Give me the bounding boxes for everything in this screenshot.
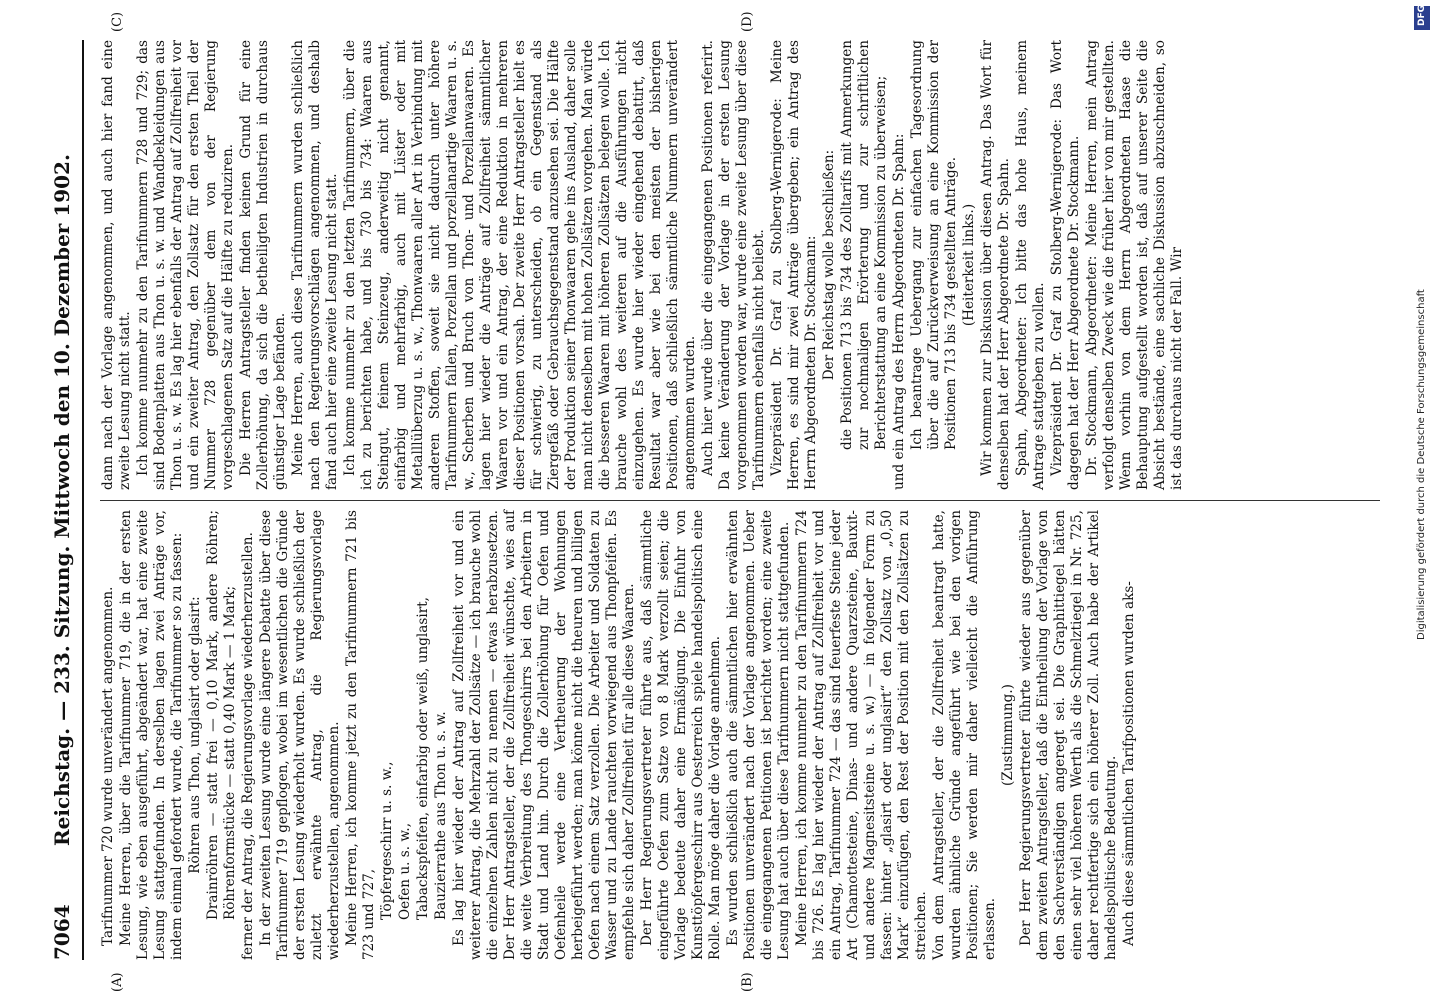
- paragraph: Der Herr Regierungsvertreter führte wieder aus gegenüber dem zweiten Antragsteller, daß die Eintheilung der Vorlage von den Sachverständigen angeregt sei. Die Graphittiegel hätten einen sehr viel höheren Werth als die Schmelztiegel in Nr. 725, daher rechtfertige sich ein höherer Zoll. Auch habe der Artikel handelspolitische Bedeutung.: [1018, 510, 1119, 960]
- paragraph: Bauzierrathe aus Thon u. s. w.: [433, 711, 449, 920]
- paragraph: Meine Herren, über die Tarifnummer 719, die in der ersten Lesung, wie eben ausgeführt, abgeändert war, hat eine zweite Lesung stattgefunden. In derselben lagen zwei Anträge vor, indem einmal gefordert wurde, die Tarifnummer so zu fassen:: [118, 510, 185, 960]
- paragraph: Tarifnummer 720 wurde unverändert angenommen.: [100, 586, 116, 946]
- paragraph: Von dem Antragsteller, der die Zollfreiheit beantragt hatte, wurden ähnliche Gründe angeführt wie bei den vorigen Positionen; Sie werden mir daher vielleicht die Anführung erlassen.: [931, 510, 998, 960]
- paragraph: Der Herr Regierungsvertreter führte aus, daß sämmtliche eingeführte Oefen zum Satze von 8 Mark verzollt seien; die Vorlage bedeute daher eine Ermäßigung. Die Einfuhr von Kunsttöpfergeschirr aus Oesterreich spiele handelspolitisch eine Rolle. Man möge daher die Vorlage annehmen.: [639, 510, 723, 960]
- text-column-left: [100, 510, 1139, 960]
- page-title: Reichstag. — 233. Sitzung. Mittwoch den 10. Dezember 1902.: [50, 154, 74, 846]
- paragraph: Ich komme nunmehr zu den Tarifnummern 728 und 729; das sind Bodenplatten aus Thon u. s. w. und Wandbekleidungen aus Thon u. s. w. Es lag hier ebenfalls der Antrag auf Zollfreiheit vor und ein zweiter Antrag, den Zollsatz für den ersten Theil der Nummer 728 gegenüber dem von der Regierung vorgeschlagenen Satz auf die Hälfte zu reduziren.: [135, 40, 236, 490]
- paragraph: Auch hier wurde über die eingegangenen Positionen referirt. Da keine Veränderung der Vorlage in der ersten Lesung vorgenommen worden war, wurde eine zweite Lesung über diese Tarifnummern ebenfalls nicht beliebt.: [700, 40, 767, 490]
- page-number: 7064: [50, 904, 74, 960]
- paragraph: Spahn, Abgeordneter: Ich bitte das hohe Haus, meinem Antrage stattgeben zu wollen.: [1014, 40, 1047, 490]
- paragraph: die Positionen 713 bis 734 des Zolltarifs mit Anmerkungen zur nochmaligen Erörterung und zur schriftlichen Berichterstattung an eine Kommission zu überweisen;: [839, 40, 889, 450]
- paragraph: und ein Antrag des Herrn Abgeordneten Dr. Spahn:: [891, 133, 907, 490]
- paragraph: Tabackspfeifen, einfarbig oder weiß, unglasirt,: [415, 597, 431, 920]
- paragraph: Töpfergeschirr u. s. w.,: [379, 761, 395, 920]
- paragraph: ferner der Antrag, die Regierungsvorlage wiederherzustellen.: [240, 532, 256, 960]
- paragraph: Vizepräsident Dr. Graf zu Stolberg-Wernigerode: Meine Herren, es sind mir zwei Anträge übergeben; ein Antrag des Herrn Abgeordneten Dr. Stockmann:: [769, 40, 819, 490]
- paragraph: Die Herren Antragsteller finden keinen Grund für eine Zollerhöhung, da sich die betheiligten Industrien in durchaus günstiger Lage befänden.: [238, 40, 288, 490]
- paragraph: Dr. Stockmann, Abgeordneter: Meine Herren, mein Antrag verfolgt denselben Zweck wie die früher hier von mir gestellten. Wenn vorhin von dem Herrn Abgeordneten Haase die Behauptung aufgestellt worden ist, daß auf unserer Seite die Absicht bestände, eine sachliche Diskussion abzuschneiden, so ist das durchaus nicht der Fall. Wir: [1084, 40, 1185, 490]
- funding-credit: Digitalisierung gefördert durch die Deutsche Forschungsgemeinschaft: [1416, 289, 1427, 640]
- paragraph: (Zustimmung.): [1000, 684, 1016, 786]
- digitization-sidebar: [1412, 0, 1434, 1000]
- paragraph: Ich komme nunmehr zu den letzten Tarifnummern, über die ich zu berichten habe, und bis 730 bis 734: Waaren aus Steingut, feinem Steinzeug, anderweitig nicht genannt, einfarbig und mehrfarbig, auch mit Lüster oder mit Metalllüberzug u. s. w., Thonwaaren aller Art in Verbindung mit anderen Stoffen, soweit sie nicht dadurch unter höhere Tarifnummern fallen, Porzellan und porzellanartige Waaren u. s. w., Scherben und Bruch von Thon- und Porzellanwaaren. Es lagen hier wieder die Anträge auf Zollfreiheit sämmtlicher Waaren vor und ein Antrag, der eine Reduktion in mehreren dieser Positionen vorsah. Der zweite Herr Antragsteller hielt es für schwierig, zu unterscheiden, ob ein Gegenstand als Ziergefäß oder Gebrauchsgegenstand anzusehen sei. Die Hälfte der Produktion seiner Thonwaaren gehe ins Ausland, daher solle man nicht denselben mit hohen Zollsätzen vorgehen. Man würde die besseren Waaren mit höheren Zollsätzen belegen wolle. Ich brauche wohl des weiteren auf die Ausführungen nicht einzugehen. Es wurde hier wieder eingehend debattirt, daß Resultat war aber wie bei den meisten der bisherigen Positionen, daß schließlich sämmtliche Nummern unverändert angenommen wurden.: [342, 40, 698, 490]
- paragraph: Röhren aus Thon, unglasirt oder glasirt:: [187, 596, 203, 874]
- paragraph: (Heiterkeit links.): [961, 203, 977, 327]
- margin-marker-a: (A): [110, 972, 125, 992]
- paragraph: Wir kommen zur Diskussion über diesen Antrag. Das Wort für denselben hat der Herr Abgeordnete Dr. Spahn.: [979, 40, 1012, 490]
- paragraph: Auch diese sämmtlichen Tarifpositionen wurden aks-: [1121, 581, 1137, 946]
- paragraph: Oefen u. s. w.,: [397, 822, 413, 920]
- header-rule: [82, 40, 84, 960]
- margin-marker-b: (B): [740, 972, 755, 992]
- paragraph: dann nach der Vorlage angenommen, und auch hier fand eine zweite Lesung nicht statt.: [100, 40, 133, 490]
- paragraph: Vizepräsident Dr. Graf zu Stolberg-Wernigerode: Das Wort dagegen hat der Herr Abgeordnete Dr. Stockmann.: [1049, 40, 1082, 490]
- text-column-right: [100, 40, 1187, 490]
- paragraph: Es lag hier wieder der Antrag auf Zollfreiheit vor und ein weiterer Antrag, die Mehrzahl der Zollsätze — ich brauche wohl die einzelnen Zahlen nicht zu nennen — etwas herabzusetzen. Der Herr Antragsteller, der die Zollfreiheit wünschte, wies auf die weite Verbreitung des Thongeschirrs bei den Arbeitern in Stadt und Land hin. Durch die Zollerhöhung für Oefen und Oefenheile werde eine Vertheuerung der Wohnungen herbeigeführt werden; man könne nicht die theuren und billigen Oefen nach einem Satz verzollen. Die Arbeiter und Soldaten zu Wasser und zu Lande rauchten vorwiegend aus Thonpfeifen. Es empfehle sich daher Zollfreiheit für alle diese Waaren.: [451, 510, 637, 960]
- paragraph: Meine Herren, ich komme jetzt zu den Tarifnummern 721 bis 723 und 727,: [344, 510, 377, 960]
- paragraph: Es wurden schließlich auch die sämmtlichen hier erwähnten Positionen unverändert nach der Vorlage angenommen. Ueber die eingegangenen Petitionen ist berichtet worden; eine zweite Lesung hat auch über diese Tarifnummern nicht stattgefunden.: [725, 510, 792, 960]
- margin-marker-d: (D): [740, 11, 755, 32]
- document-page: [20, 0, 1400, 1000]
- page-header: [50, 40, 80, 960]
- paragraph: Meine Herren, ich komme nunmehr zu den Tarifnummern 724 bis 726. Es lag hier wieder der Antrag auf Zollfreiheit vor und ein Antrag, Tarifnummer 724 — das sind feuerfeste Steine jeder Art (Chamottesteine, Dinas- und andere Quarzsteine, Bauxit- und andere Magnesitsteine u. s. w.) — in folgender Form zu fassen: hinter „glasirt oder unglasirt“ den Zollsatz von „0,50 Mark“ einzufügen, den Rest der Position mit den Zollsätzen zu streichen.: [794, 510, 929, 960]
- margin-marker-c: (C): [110, 11, 125, 32]
- paragraph: In der zweiten Lesung wurde eine längere Debatte über diese Tarifnummer 719 gepflogen, wobei im wesentlichen die Gründe der ersten Lesung wiederholt wurden. Es wurde schließlich der zuletzt erwähnte Antrag, die Regierungsvorlage wiederherzustellen, angenommen.: [258, 510, 342, 960]
- paragraph: Ich beantrage Uebergang zur einfachen Tagesordnung über die auf Zurückverweisung an eine Kommission der Positionen 713 bis 734 gestellten Anträge.: [909, 40, 959, 450]
- paragraph: Drainröhren — statt frei — 0,10 Mark, andere Röhren; Röhrenformstücke — statt 0,40 Mark — 1 Mark;: [205, 510, 238, 920]
- column-divider: [100, 500, 1380, 501]
- paragraph: Der Reichstag wolle beschließen:: [821, 149, 837, 381]
- dfg-logo: DFG: [1414, 6, 1430, 30]
- paragraph: Meine Herren, auch diese Tarifnummern wurden schließlich nach den Regierungsvorschlägen angenommen, und deshalb fand auch hier eine zweite Lesung nicht statt.: [290, 40, 340, 490]
